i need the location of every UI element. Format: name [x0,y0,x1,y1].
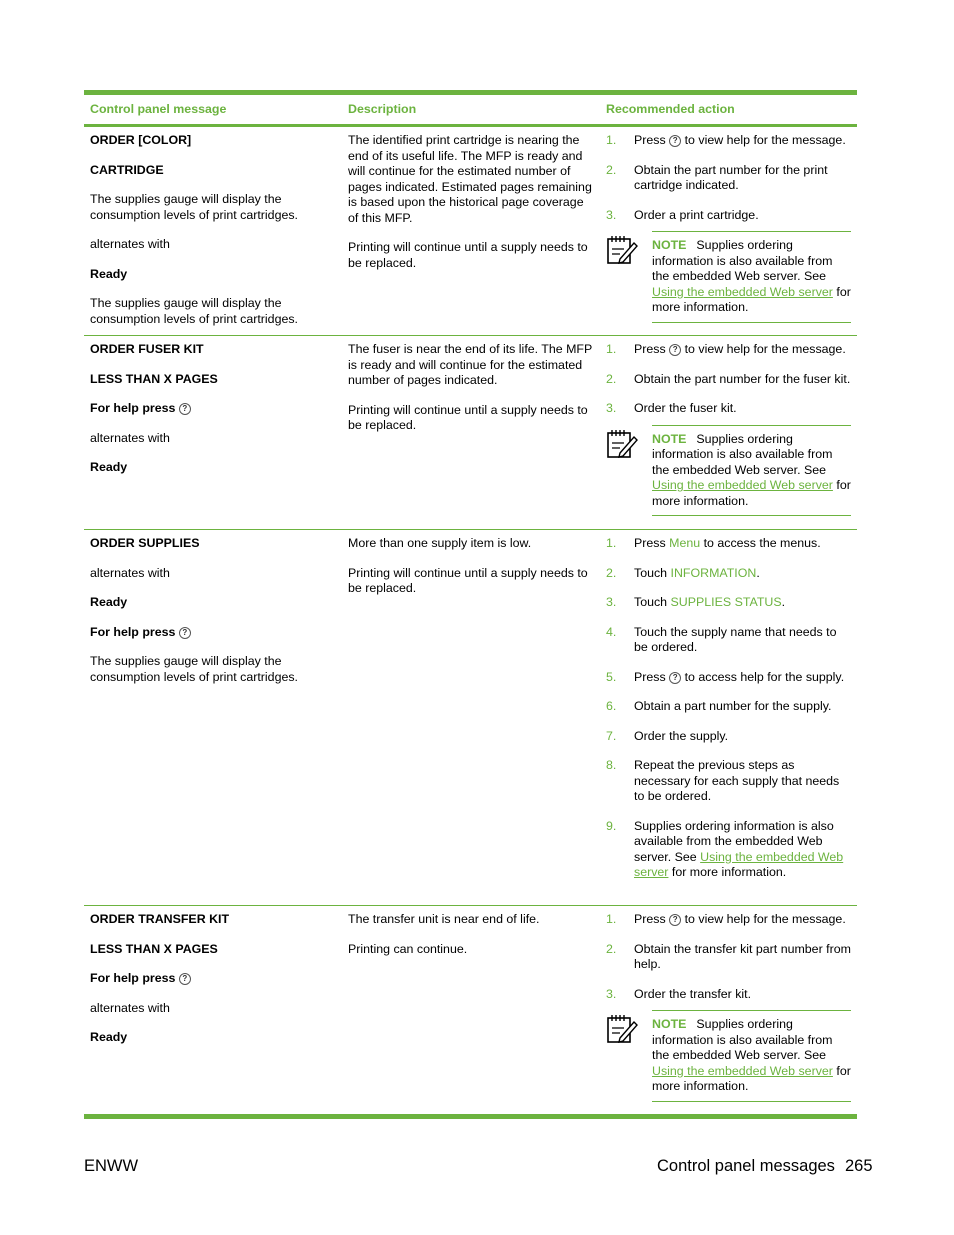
step-number: 2. [606,565,617,580]
step-number: 5. [606,669,617,684]
step-number: 3. [606,207,617,222]
list-item [606,372,853,388]
description-cell [342,536,600,905]
note-box [606,231,853,323]
table-row [84,336,857,530]
step-text [634,912,846,928]
help-icon: ? [669,672,681,684]
list-item [606,536,853,552]
footer-left: ENWW [84,1157,139,1175]
message-line: ORDER SUPPLIES [90,536,200,550]
note-pre: Supplies ordering information is also available from the embedded Web server. See [652,238,833,283]
list-item [606,987,853,1003]
description-line: More than one supply item is low. [348,536,532,550]
note-post: for more information. [652,1063,851,1093]
note-post: for more information. [652,478,851,508]
note-post: for more information. [652,284,851,314]
step-pre: Press [634,133,666,147]
step-text: Order the supply. [634,728,729,743]
help-press-label: For help press [90,624,176,639]
list-item [606,670,853,686]
message-line: The supplies gauge will display the consumption levels of print cartridges. [90,192,298,222]
action-cell [600,133,857,335]
step-text: Obtain the transfer kit part number from help. [634,941,851,971]
step-text [634,670,844,686]
message-line: alternates with [90,565,170,580]
step-text: Obtain the part number for the print cartridge indicated. [634,162,828,192]
note-box [606,425,853,517]
step-post: . [756,565,760,580]
list-item [606,912,853,928]
note-text [652,1010,851,1102]
step-text: Obtain the part number for the fuser kit. [634,371,851,386]
list-item [606,819,853,881]
description-cell [342,342,600,529]
step-number: 7. [606,728,617,743]
step-pre: Press [634,342,666,356]
table-row [84,530,857,906]
help-icon: ? [179,403,191,415]
step-pre: Press [634,669,666,684]
help-icon: ? [179,973,191,985]
description-line: Printing will continue until a supply needs to be replaced. [348,402,588,432]
list-item [606,163,853,194]
step-number: 4. [606,624,617,639]
list-item [606,699,853,715]
step-text: Order the fuser kit. [634,401,737,415]
step-text [634,819,853,881]
step-post: to access help for the supply. [684,669,845,684]
message-line: The supplies gauge will display the consumption levels of print cartridges. [90,654,298,684]
step-number: 3. [606,595,617,609]
message-line [90,971,342,987]
message-line: ORDER FUSER KIT [90,342,204,356]
action-cell [600,536,857,905]
description-line: The fuser is near the end of its life. The MFP is ready and will continue for the estimated number of pages indicated. [348,342,593,387]
header-description: Description [348,101,417,116]
message-line: Ready [90,460,128,474]
message-line: Ready [90,1030,128,1044]
step-text [634,536,821,552]
step-text [634,133,846,149]
list-item [606,133,853,149]
list-item [606,401,853,417]
page-number: 265 [845,1157,873,1175]
note-label: NOTE [652,1017,687,1031]
description-line: The identified print cartridge is nearing the end of its useful life. The MFP is ready and will continue for the estimated number of pages indicated. Estimated pages remaining is based upon the historical page coverage of this MFP. [348,133,592,225]
message-line: alternates with [90,1000,170,1015]
messages-table [84,90,857,1119]
description-line: Printing can continue. [348,941,468,956]
message-line: LESS THAN X PAGES [90,941,218,956]
note-text [652,231,851,323]
step-pre: Touch [634,565,668,580]
step-number: 8. [606,758,617,772]
step-text [634,595,785,611]
message-cell [84,342,342,529]
action-cell [600,342,857,529]
step-number: 3. [606,401,617,415]
message-line: Ready [90,266,128,281]
step-pre: Press [634,536,666,550]
supplies-status-ref: SUPPLIES STATUS [670,595,782,609]
action-list [606,536,853,881]
embedded-web-server-link[interactable]: Using the embedded Web server [652,478,833,492]
message-cell [84,133,342,335]
list-item [606,625,853,656]
step-text: Repeat the previous steps as necessary for each supply that needs to be ordered. [634,758,840,803]
note-label: NOTE [652,431,687,446]
note-text [652,425,851,517]
message-line [90,625,342,641]
message-line: alternates with [90,237,170,251]
note-pad-icon [606,1010,652,1102]
header-message: Control panel message [90,101,227,116]
step-number: 9. [606,818,617,833]
description-cell [342,133,600,335]
step-number: 6. [606,699,617,713]
information-ref: INFORMATION [670,565,757,580]
step-number: 1. [606,133,617,147]
menu-button-ref: Menu [669,536,701,550]
embedded-web-server-link[interactable]: Using the embedded Web server [634,849,844,879]
list-item [606,342,853,358]
step-text [634,566,760,582]
step-text [634,342,846,358]
list-item [606,208,853,224]
step-number: 2. [606,941,617,956]
step-text: Order a print cartridge. [634,207,759,222]
step-number: 3. [606,986,617,1001]
message-cell [84,536,342,905]
description-line: The transfer unit is near end of life. [348,912,540,926]
step-pre: Press [634,912,666,926]
help-press-label: For help press [90,971,176,985]
note-label: NOTE [652,238,687,252]
header-action: Recommended action [606,101,735,116]
step-post: to view help for the message. [684,342,846,356]
message-line: ORDER [COLOR] [90,133,192,147]
help-icon: ? [179,627,191,639]
step-number: 2. [606,371,617,386]
message-line: The supplies gauge will display the consumption levels of print cartridges. [90,296,298,326]
step-post: to access the menus. [703,536,821,550]
help-icon: ? [669,135,681,147]
message-cell [84,912,342,1114]
step-post: to view help for the message. [684,133,846,147]
action-list [606,912,853,1002]
note-box [606,1010,853,1102]
description-line: Printing will continue until a supply needs to be replaced. [348,565,588,595]
embedded-web-server-link[interactable]: Using the embedded Web server [652,1063,833,1078]
action-list [606,342,853,417]
step-number: 1. [606,342,617,356]
list-item [606,758,853,805]
footer-section: Control panel messages [657,1157,835,1175]
message-line: alternates with [90,430,170,445]
step-post: to view help for the message. [684,912,846,926]
list-item [606,942,853,973]
step-post: . [781,595,786,609]
message-line: ORDER TRANSFER KIT [90,912,230,926]
note-pre: Supplies ordering information is also available from the embedded Web server. See [652,1017,833,1062]
note-pad-icon [606,231,652,323]
action-list [606,133,853,223]
table-row [84,127,857,336]
step-text: Touch the supply name that needs to be ordered. [634,624,837,654]
help-press-label: For help press [90,401,176,415]
description-line: Printing will continue until a supply needs to be replaced. [348,240,588,270]
step-pre: Touch [634,595,668,609]
action-cell [600,912,857,1114]
description-cell [342,912,600,1114]
step-pre: Supplies ordering information is also available from the embedded Web server. See [634,818,834,864]
list-item [606,566,853,582]
message-line: Ready [90,595,128,609]
step-text: Order the transfer kit. [634,986,752,1001]
note-pre: Supplies ordering information is also available from the embedded Web server. See [652,431,833,477]
table-header [84,95,857,127]
step-number: 1. [606,536,617,550]
table-row [84,906,857,1119]
message-line: CARTRIDGE [90,162,164,177]
note-pad-icon [606,425,652,517]
step-text: Obtain a part number for the supply. [634,699,832,713]
list-item [606,595,853,611]
step-number: 1. [606,912,617,926]
step-number: 2. [606,162,617,177]
step-post: for more information. [671,865,787,879]
embedded-web-server-link[interactable]: Using the embedded Web server [652,284,833,299]
list-item [606,729,853,745]
help-icon: ? [669,344,681,356]
message-line: LESS THAN X PAGES [90,371,218,386]
message-line [90,401,342,417]
help-icon: ? [669,914,681,926]
